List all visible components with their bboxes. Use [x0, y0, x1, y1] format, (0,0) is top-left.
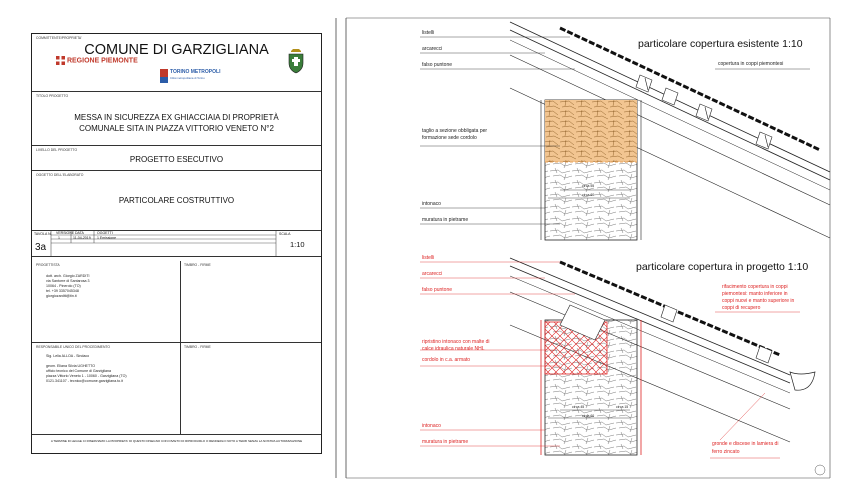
label-dim-15: circa 15 — [616, 405, 629, 409]
regione-logo-text: REGIONE PIEMONTE — [66, 57, 138, 65]
existing-wall — [541, 100, 641, 240]
label-falso-puntone: falso puntone — [422, 62, 453, 68]
torino-logo-text: TORINO METROPOLI — [170, 69, 221, 75]
label-gronde-1: gronde e discese in lamiera di — [712, 441, 779, 447]
label-dim-60: circa 60 — [582, 193, 595, 197]
versione-value: 1 — [58, 235, 60, 240]
label-arcarecci-red: arcarecci — [422, 271, 443, 277]
label-coppi: copertura in coppi piemontesi — [718, 61, 784, 67]
responsabile-label: RESPONSABILE UNICO DEL PROCEDIMENTO — [36, 345, 111, 349]
label-ripristino-2: calce idraulica naturale NHL — [422, 346, 485, 352]
titolo-line1: MESSA IN SICUREZZA EX GHIACCIAIA DI PROPRIETÀ — [74, 113, 279, 122]
torino-logo-sub: Città metropolitana di Torino — [170, 76, 205, 80]
committente-label: COMMITTENTE/PROPRIETA' — [36, 36, 82, 40]
titolo-label: TITOLO PROGETTO — [36, 94, 69, 98]
tavola-value: 3a — [35, 242, 47, 253]
titolo-line2: COMUNALE SITA IN PIAZZA VITTORIO VENETO N°2 — [79, 124, 274, 133]
progettista-line: dott. arch. Giorgio ZARDITI — [46, 274, 90, 278]
project-wall — [541, 305, 641, 455]
livello-value: PROGETTO ESECUTIVO — [129, 155, 224, 164]
data-header: DATA — [75, 231, 84, 235]
oggetto-label: OGGETTO DELL'ELABORATO — [36, 173, 84, 177]
tavola-header: TAVOLA N. — [34, 232, 52, 236]
label-rifacimento-2: piemontesi: manto inferiore in — [722, 291, 788, 297]
label-muratura-red: muratura in pietrame — [422, 439, 469, 445]
livello-label: LIVELLO DEL PROGETTO — [36, 148, 78, 152]
oggetto-value: PARTICOLARE COSTRUTTIVO — [118, 196, 235, 205]
timbro-label: TIMBRO - FIRME — [184, 263, 211, 267]
label-dim-55: circa 55 — [582, 184, 595, 188]
responsabile-line: ufficio tecnico del Comune di Garzigliana — [46, 369, 112, 373]
versione-header: VERSIONE — [56, 231, 75, 235]
copyright-footer: A TERMINE DI LEGGE CI RISERVIAMO LA PROPRIETA' DI QUESTO DISEGNO CON DIVIETO DI RIPRODURLO O RENDERLO NOTO A TERZI SENZA LA NOSTRA AUTORIZZAZIONE — [50, 439, 303, 443]
progettista-line: tel. +39 3357045348 — [46, 289, 79, 293]
progettista-line: giorgiozarditi@tin.it — [46, 294, 77, 298]
progettista-line: via Santorre di Santarosa 3 — [46, 279, 90, 283]
label-falso-puntone-red: falso puntone — [422, 287, 453, 293]
label-ripristino-1: ripristino intonaco con malte di — [422, 339, 490, 345]
label-rifacimento-1: rifacimento copertura in coppi — [722, 284, 788, 290]
label-dim-45: circa 45 — [572, 405, 585, 409]
timbro-label-2: TIMBRO - FIRME — [184, 345, 211, 349]
label-taglio-2: formazione sede cordolo — [422, 135, 477, 141]
existing-heading: particolare copertura esistente 1:10 — [638, 38, 803, 50]
progettista-label: PROGETTISTA — [36, 263, 60, 267]
label-arcarecci: arcarecci — [422, 46, 443, 52]
label-gronde-2: ferro zincato — [712, 449, 740, 455]
progettista-line: 10064 - Pinerolo (TO) — [46, 284, 81, 288]
label-cordolo: cordolo in c.a. armato — [422, 357, 471, 363]
comune-title: COMUNE DI GARZIGLIANA — [84, 42, 269, 58]
responsabile-line: Sig. Lelia ALLOA - Sindaco — [46, 354, 90, 358]
responsabile-line: 0121.341107 - tecnico@comune.garzigliana.to.it — [46, 379, 123, 383]
label-muratura: muratura in pietrame — [422, 217, 469, 223]
scala-header: SCALA — [279, 232, 291, 236]
scala-value: 1:10 — [290, 240, 305, 249]
responsabile-line: geom. Eliana Silvia UGHETTO — [46, 364, 96, 368]
label-rifacimento-4: coppi di recupero — [722, 305, 761, 311]
north-symbol — [815, 465, 825, 475]
data-value: 11-04-2019 — [73, 235, 91, 240]
label-intonaco-red: intonaco — [422, 423, 441, 429]
oggetti-header: OGGETTI — [97, 231, 113, 235]
responsabile-line: piazza Vittorio Veneto 1 - 10060 - Garzigliana (TO) — [46, 374, 127, 378]
oggetti-value: 1 Emissione — [97, 235, 117, 240]
label-taglio-1: taglio a sezione obbligata per — [422, 128, 488, 134]
label-listelli-red: listelli — [422, 255, 435, 261]
label-dim-60-bottom: circa 60 — [582, 414, 595, 418]
project-heading: particolare copertura in progetto 1:10 — [636, 261, 809, 273]
label-intonaco: intonaco — [422, 201, 441, 207]
label-listelli: listelli — [422, 30, 435, 36]
label-rifacimento-3: coppi nuovi e manto superiore in — [722, 298, 795, 304]
